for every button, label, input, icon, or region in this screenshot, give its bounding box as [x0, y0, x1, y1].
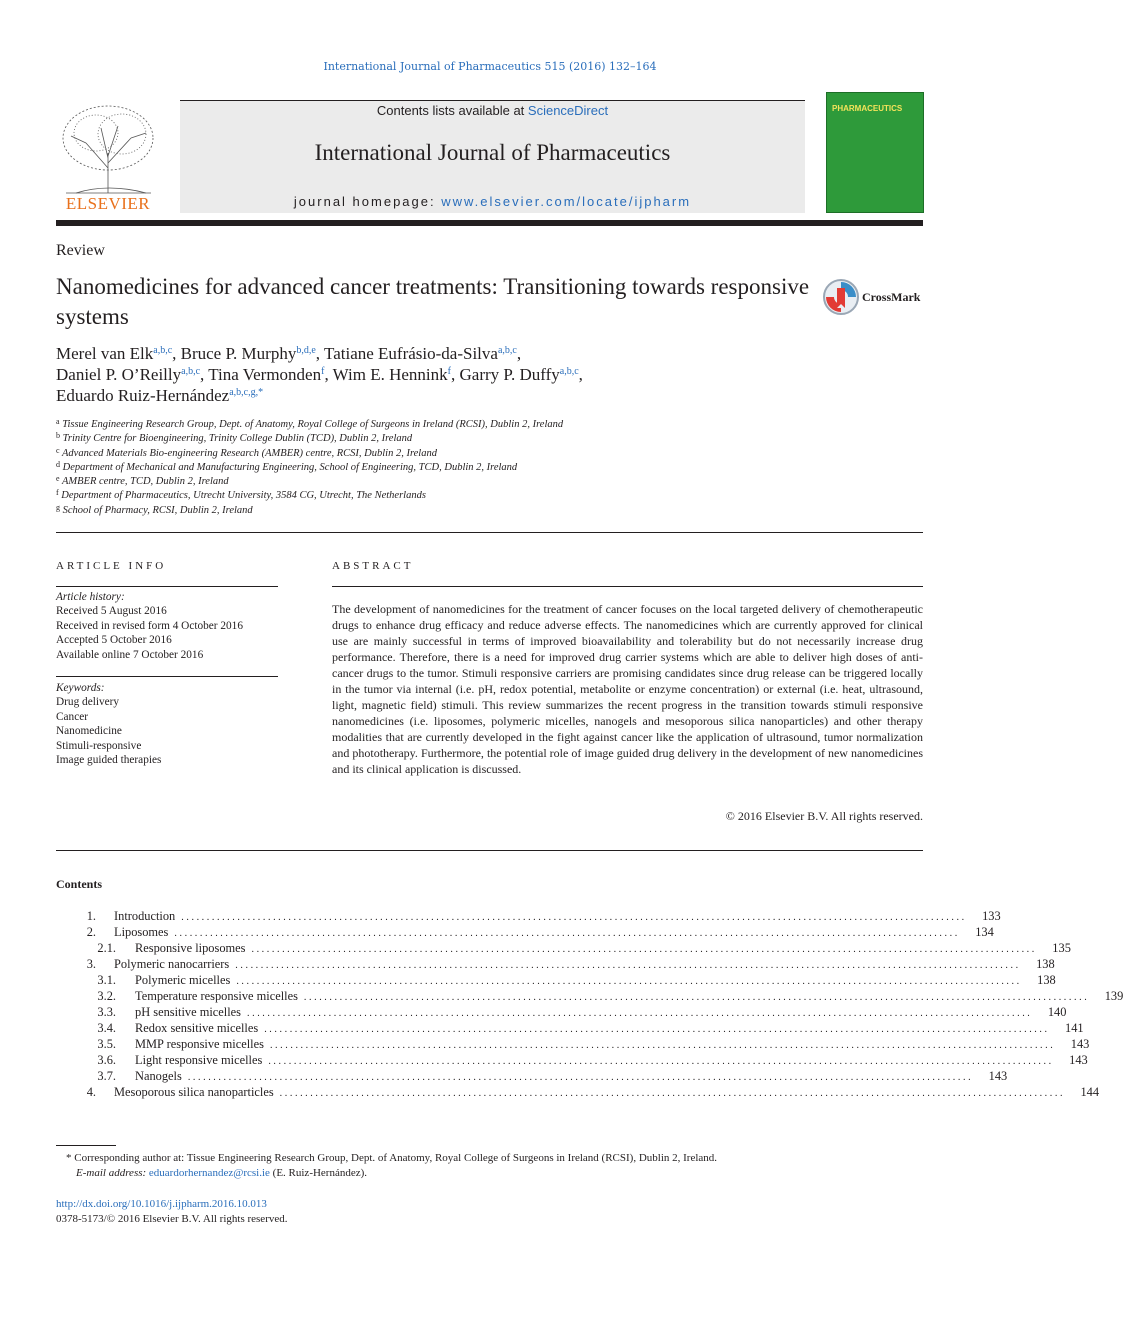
history-label: Article history:: [56, 591, 125, 603]
article-info-heading: ARTICLE INFO: [56, 560, 167, 572]
keyword[interactable]: Image guided therapies: [56, 754, 162, 767]
toc-entry[interactable]: 3.3. pH sensitive micelles .......................................................................................................................................................... 140: [97, 1005, 1067, 1019]
article-type: Review: [56, 242, 105, 259]
author[interactable]: Bruce P. Murphy$^{b,d,e}$,: [180, 344, 324, 363]
affiliation: $^f$ Department of Pharmaceutics, Utrecht University, 3584 CG, Utrecht, The Netherlands: [56, 488, 426, 502]
keywords-rule: [56, 676, 278, 677]
abstract-heading: ABSTRACT: [332, 560, 414, 572]
abstract-text: The development of nanomedicines for the treatment of cancer focuses on the local targeted delivery of chemotherapeutic drugs to enhance drug efficacy and reduce adverse effects. The nanomedicines which are currently approved for clinical use are mainly successful in terms of improved bioavailability and tolerability but do not necessarily increase drug performance. Therefore, there is a need for improved drug carrier systems which are able to deliver high doses of anti-cancer drugs to the tumor. Stimuli responsive carriers are promising candidates since drug release can be triggered locally in the tumor via internal (i.e. pH, redox potential, metabolite or enzyme concentration) or external (i.e. heat, ultrasound, light, magnetic field) stimuli. This review summarizes the recent progress in the transition towards stimuli responsive nanomedicines (i.e. liposomes, polymeric micelles, nanogels and mesoporous silica nanoparticles) and other therapy modalities that are currently developed in the fight against cancer like the application of ultrasound, tumor normalization and phototherapy. Furthermore, the potential role of image guided drug delivery in the development of new nanomedicines and its clinical application is discussed.: [332, 602, 923, 776]
keywords: [56, 681, 278, 767]
contents-available-line: [180, 103, 805, 118]
abstract-divider: [56, 850, 923, 851]
affiliation: $^e$ AMBER centre, TCD, Dublin 2, Ireland: [56, 474, 229, 488]
email-link[interactable]: eduardorhernandez@rcsi.ie: [148, 1167, 270, 1179]
table-of-contents: [56, 908, 1123, 1100]
article-history: [56, 590, 278, 662]
affiliation-divider: [56, 532, 923, 533]
toc-entry[interactable]: 1. Introduction .......................................................................................................................................................... 133: [86, 909, 1001, 923]
journal-citation[interactable]: International Journal of Pharmaceutics 515 (2016) 132–164: [323, 60, 657, 73]
article-info-rule: [56, 586, 278, 587]
toc-entry[interactable]: 2.1. Responsive liposomes .......................................................................................................................................................... 135: [97, 941, 1071, 955]
author[interactable]: Merel van Elk$^{a,b,c}$,: [56, 344, 181, 363]
email-label: E-mail address:: [76, 1167, 149, 1179]
journal-cover-title: PHARMACEUTICS: [832, 104, 903, 113]
contents-prefix: Contents lists available at: [376, 103, 528, 118]
doi-block: [56, 1197, 288, 1227]
header-divider: [56, 220, 923, 226]
author[interactable]: Tatiane Eufrásio-da-Silva$^{a,b,c}$,: [324, 344, 522, 363]
affiliation: $^a$ Tissue Engineering Research Group, Dept. of Anatomy, Royal College of Surgeons in Ireland (RCSI), Dublin 2, Ireland: [56, 417, 564, 430]
affiliation: $^d$ Department of Mechanical and Manufacturing Engineering, School of Engineering, TCD, Dublin 2, Ireland: [56, 459, 518, 473]
footnote-mark: *: [66, 1152, 72, 1164]
keyword[interactable]: Nanomedicine: [56, 725, 122, 738]
journal-name: International Journal of Pharmaceutics: [314, 140, 671, 165]
affiliation: $^b$ Trinity Centre for Bioengineering, Trinity College Dublin (TCD), Dublin 2, Ireland: [56, 431, 413, 445]
toc-entry[interactable]: 3.7. Nanogels .......................................................................................................................................................... 143: [97, 1069, 1008, 1083]
history-item: Available online 7 October 2016: [56, 648, 204, 661]
article-title: Nanomedicines for advanced cancer treatments: Transitioning towards responsive systems: [56, 274, 810, 329]
journal-homepage-line: [180, 194, 805, 209]
author-list: [56, 343, 916, 406]
history-item: Accepted 5 October 2016: [56, 634, 172, 647]
doi-link[interactable]: http://dx.doi.org/10.1016/j.ijpharm.2016.10.013: [56, 1198, 267, 1210]
homepage-link[interactable]: www.elsevier.com/locate/ijpharm: [441, 194, 692, 209]
keyword[interactable]: Cancer: [56, 710, 88, 723]
keyword[interactable]: Stimuli-responsive: [56, 739, 142, 752]
toc-entry[interactable]: 3. Polymeric nanocarriers .......................................................................................................................................................... 138: [86, 957, 1055, 971]
abstract-rule: [332, 586, 923, 587]
toc-entry[interactable]: 3.5. MMP responsive micelles .......................................................................................................................................................... 143: [97, 1037, 1090, 1051]
abstract-copyright: © 2016 Elsevier B.V. All rights reserved.: [725, 809, 923, 823]
keyword[interactable]: Drug delivery: [56, 696, 120, 709]
homepage-prefix: journal homepage:: [293, 194, 442, 209]
corresponding-author-note: [56, 1151, 923, 1181]
author[interactable]: Garry P. Duffy$^{a,b,c}$,: [459, 365, 583, 384]
author[interactable]: Tina Vermonden$^f$,: [208, 365, 333, 384]
corresponding-text: Corresponding author at: Tissue Engineering Research Group, Dept. of Anatomy, Royal College of Surgeons in Ireland (RCSI), Dublin 2, Ireland.: [74, 1152, 718, 1164]
toc-entry[interactable]: 3.4. Redox sensitive micelles .......................................................................................................................................................... 141: [97, 1021, 1084, 1035]
crossmark-icon[interactable]: [822, 278, 860, 316]
affiliation: $^c$ Advanced Materials Bio-engineering Research (AMBER) centre, RCSI, Dublin 2, Ireland: [56, 445, 437, 459]
contents-heading: Contents: [56, 877, 103, 891]
elsevier-wordmark: ELSEVIER: [65, 194, 151, 213]
toc-entry[interactable]: 2. Liposomes .......................................................................................................................................................... 134: [86, 925, 994, 939]
toc-entry[interactable]: 3.6. Light responsive micelles .......................................................................................................................................................... 143: [97, 1053, 1088, 1067]
affiliation: $^g$ School of Pharmacy, RCSI, Dublin 2, Ireland: [56, 502, 253, 516]
sciencedirect-link[interactable]: ScienceDirect: [527, 103, 609, 118]
author[interactable]: Daniel P. O’Reilly$^{a,b,c}$,: [56, 365, 209, 384]
affiliation-list: [56, 418, 916, 518]
toc-entry[interactable]: 4. Mesoporous silica nanoparticles .......................................................................................................................................................... 144: [86, 1085, 1100, 1099]
crossmark-label[interactable]: CrossMark: [862, 290, 921, 304]
email-suffix: (E. Ruiz-Hernández).: [269, 1167, 368, 1179]
author[interactable]: Wim E. Hennink$^f$,: [332, 365, 460, 384]
issn-copyright: 0378-5173/© 2016 Elsevier B.V. All rights reserved.: [56, 1213, 288, 1225]
author[interactable]: Eduardo Ruiz-Hernández$^{a,b,c,g,*}$: [56, 386, 264, 405]
toc-entry[interactable]: 3.2. Temperature responsive micelles .......................................................................................................................................................... 139: [97, 989, 1123, 1003]
history-item: Received in revised form 4 October 2016: [56, 619, 243, 632]
keywords-label: Keywords:: [56, 682, 105, 694]
footnote-rule: [56, 1145, 116, 1146]
toc-entry[interactable]: 3.1. Polymeric micelles .......................................................................................................................................................... 138: [97, 973, 1056, 987]
history-item: Received 5 August 2016: [56, 605, 167, 618]
